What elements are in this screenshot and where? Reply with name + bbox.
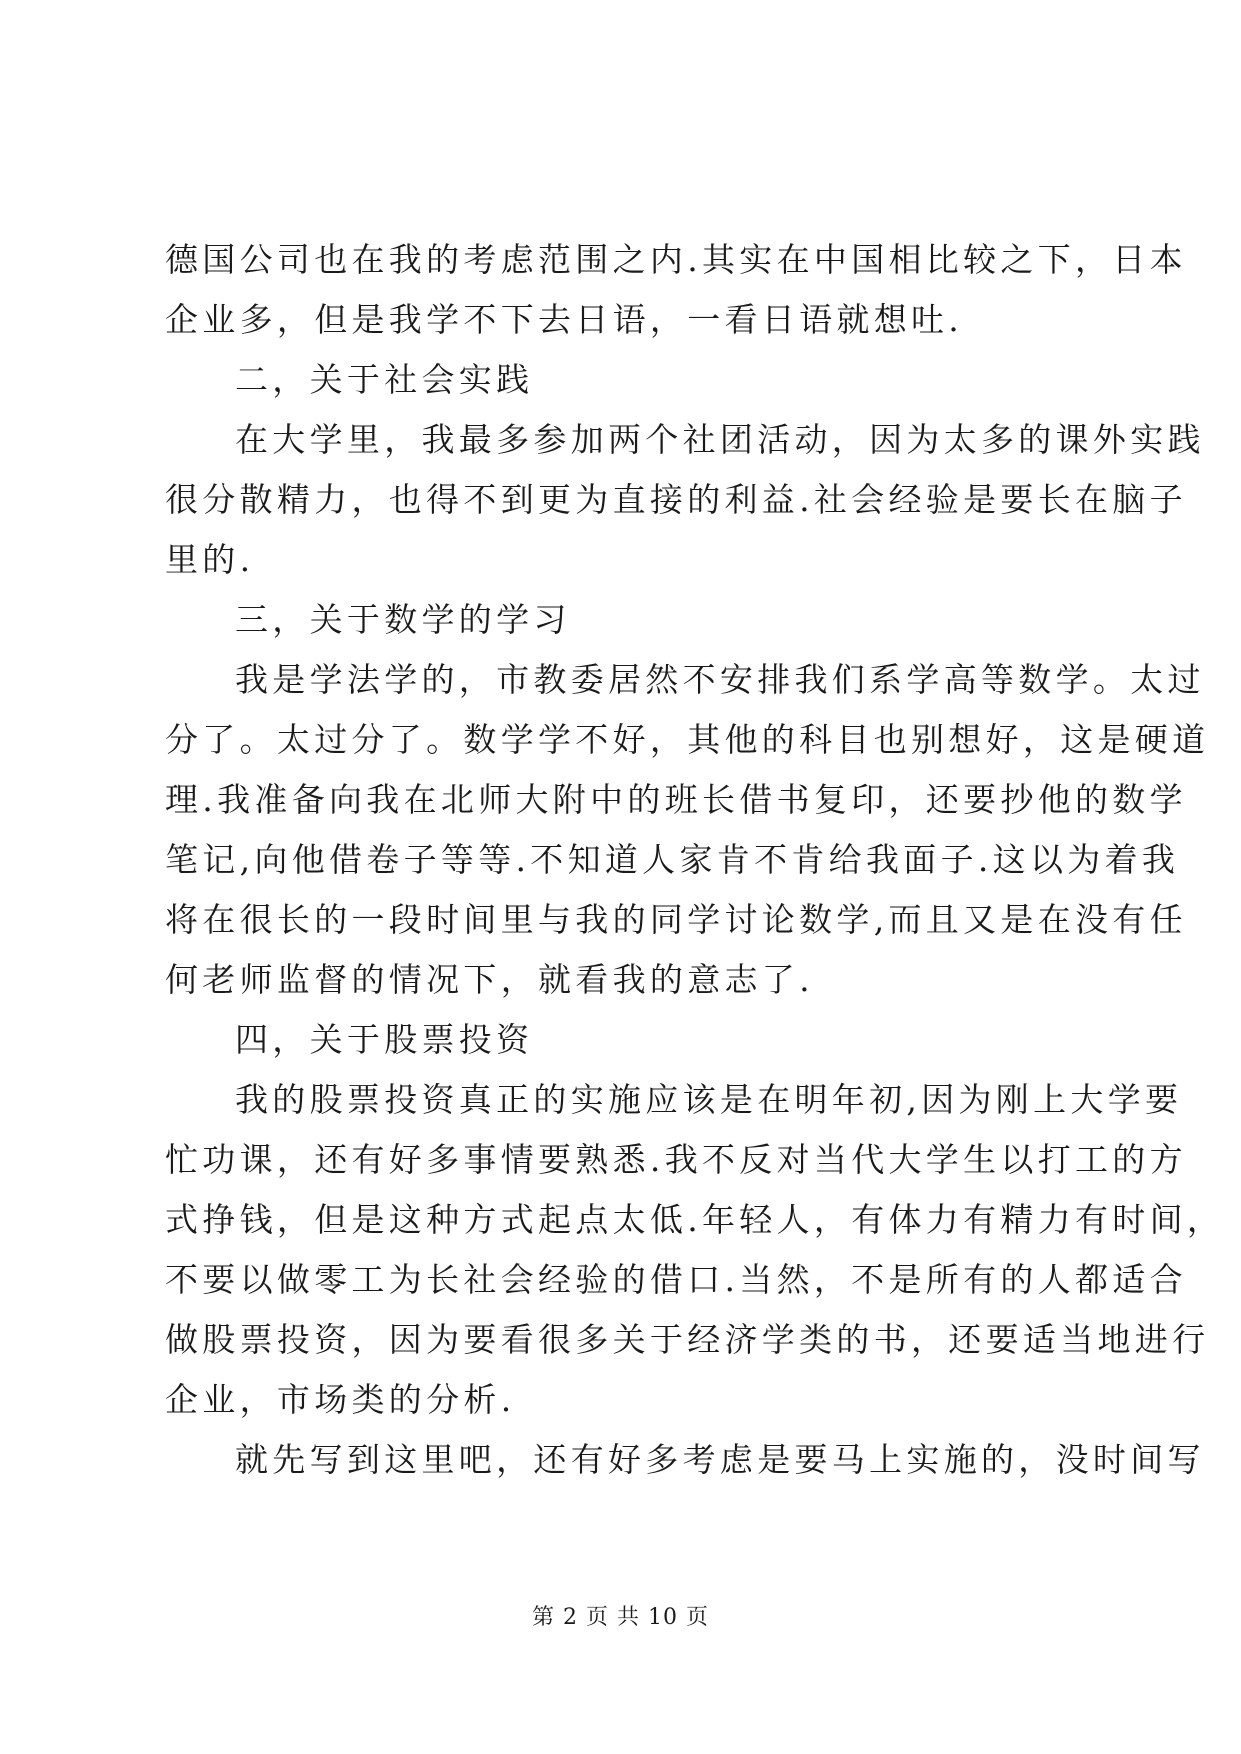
page-number-footer: 第 2 页 共 10 页	[532, 1605, 709, 1630]
text-line: 式挣钱，但是这种方式起点太低.年轻人，有体力有精力有时间，	[165, 1200, 1225, 1239]
text-line: 里的.	[165, 540, 255, 579]
text-line: 不要以做零工为长社会经验的借口.当然，不是所有的人都适合	[165, 1260, 1187, 1299]
text-line: 我是学法学的，市教委居然不安排我们系学高等数学。太过	[235, 660, 1205, 699]
section-heading: 三，关于数学的学习	[235, 600, 571, 639]
document-body	[165, 230, 1225, 1490]
text-line: 我的股票投资真正的实施应该是在明年初,因为刚上大学要	[235, 1080, 1183, 1119]
text-line: 忙功课，还有好多事情要熟悉.我不反对当代大学生以打工的方	[165, 1140, 1187, 1179]
text-line: 理.我准备向我在北师大附中的班长借书复印，还要抄他的数学	[165, 780, 1187, 819]
text-line: 将在很长的一段时间里与我的同学讨论数学,而且又是在没有任	[165, 900, 1187, 939]
text-line: 企业，市场类的分析.	[165, 1380, 516, 1419]
text-line: 做股票投资，因为要看很多关于经济学类的书，还要适当地进行	[165, 1320, 1210, 1359]
text-line: 德国公司也在我的考虑范围之内.其实在中国相比较之下，日本	[165, 240, 1187, 279]
text-line: 很分散精力，也得不到更为直接的利益.社会经验是要长在脑子	[165, 480, 1187, 519]
text-line: 在大学里，我最多参加两个社团活动，因为太多的课外实践	[235, 420, 1205, 459]
text-line: 企业多，但是我学不下去日语，一看日语就想吐.	[165, 300, 964, 339]
text-line: 何老师监督的情况下，就看我的意志了.	[165, 960, 814, 999]
text-line: 分了。太过分了。数学学不好，其他的科目也别想好，这是硬道	[165, 720, 1210, 759]
section-heading: 二，关于社会实践	[235, 360, 534, 399]
section-heading: 四，关于股票投资	[235, 1020, 534, 1059]
text-line: 就先写到这里吧，还有好多考虑是要马上实施的，没时间写	[235, 1440, 1205, 1479]
text-line: 笔记,向他借卷子等等.不知道人家肯不肯给我面子.这以为着我	[165, 840, 1180, 879]
